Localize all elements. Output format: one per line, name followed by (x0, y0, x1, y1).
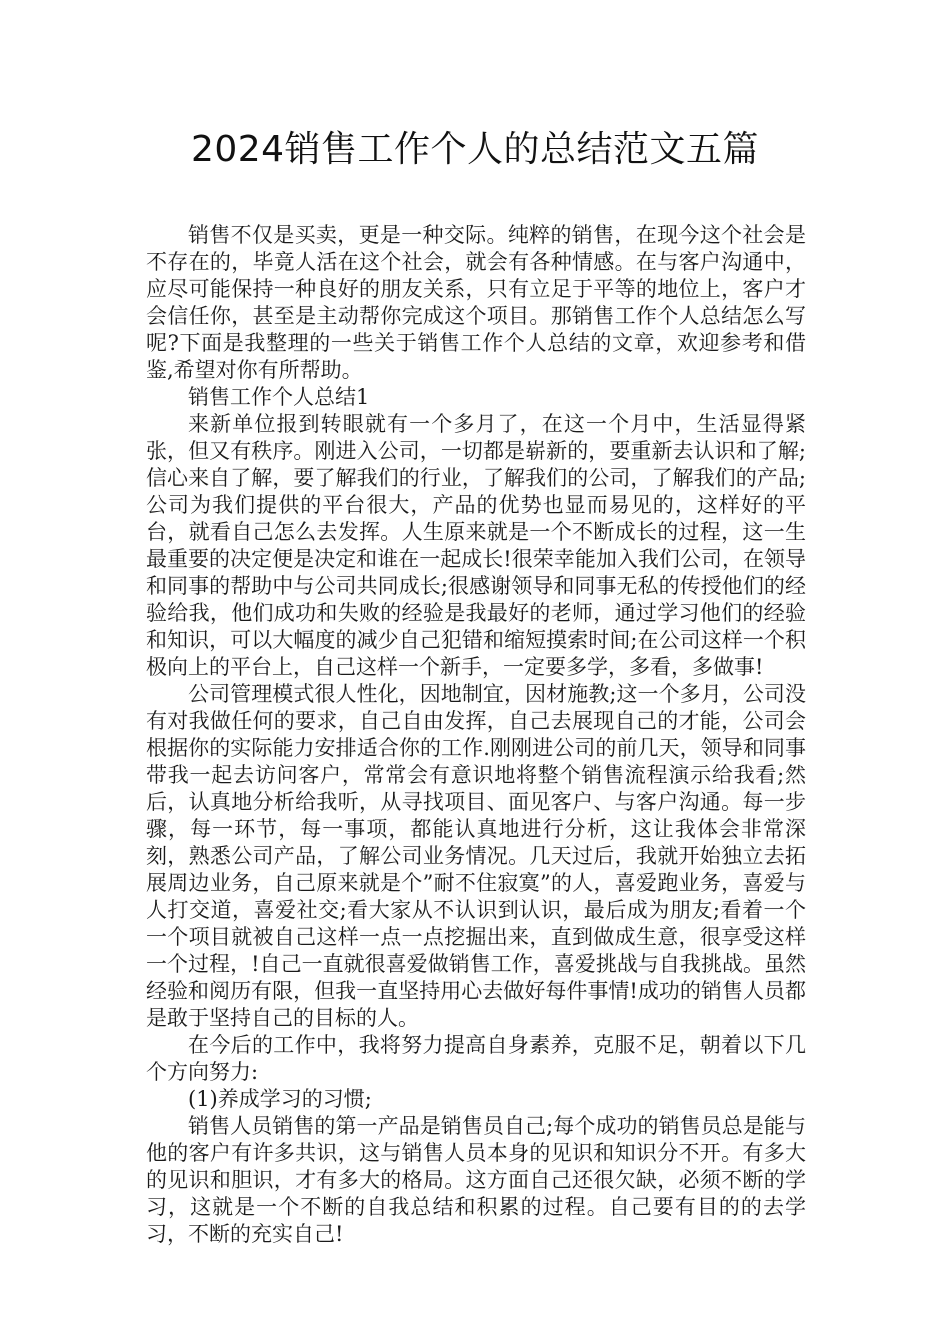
section-heading: 销售工作个人总结1 (188, 385, 370, 409)
document-title: 2024销售工作个人的总结范文五篇 (190, 129, 760, 170)
document-body (146, 222, 806, 1248)
paragraph: 来新单位报到转眼就有一个多月了，在这一个月中，生活显得紧张，但又有秩序。刚进入公司，一切都是崭新的，要重新去认识和了解;信心来自了解，要了解我们的行业，了解我们的公司，了解我们的产品;公司为我们提供的平台很大，产品的优势也显而易见的，这样好的平台，就看自己怎么去发挥。人生原来就是一个不断成长的过程，这一生最重要的决定便是决定和谁在一起成长!很荣幸能加入我们公司，在领导和同事的帮助中与公司共同成长;很感谢领导和同事无私的传授他们的经验给我，他们成功和失败的经验是我最好的老师，通过学习他们的经验和知识，可以大幅度的减少自己犯错和缩短摸索时间;在公司这样一个积极向上的平台上，自己这样一个新手，一定要多学，多看，多做事! (146, 412, 806, 679)
paragraph: 销售人员销售的第一产品是销售员自己;每个成功的销售员总是能与他的客户有许多共识，这与销售人员本身的见识和知识分不开。有多大的见识和胆识，才有多大的格局。这方面自己还很欠缺，必须不断的学习，这就是一个不断的自我总结和积累的过程。自己要有目的的去学习，不断的充实自己! (146, 1114, 806, 1246)
paragraph: 在今后的工作中，我将努力提高自身素养，克服不足，朝着以下几个方向努力: (146, 1033, 806, 1084)
paragraph-intro: 销售不仅是买卖，更是一种交际。纯粹的销售，在现今这个社会是不存在的，毕竟人活在这个社会，就会有各种情感。在与客户沟通中，应尽可能保持一种良好的朋友关系，只有立足于平等的地位上，客户才会信任你，甚至是主动帮你完成这个项目。那销售工作个人总结怎么写呢?下面是我整理的一些关于销售工作个人总结的文章，欢迎参考和借鉴,希望对你有所帮助。 (146, 223, 806, 382)
list-item-heading: (1)养成学习的习惯; (188, 1087, 372, 1111)
paragraph: 公司管理模式很人性化，因地制宜，因材施教;这一个多月，公司没有对我做任何的要求，自己自由发挥，自己去展现自己的才能，公司会根据你的实际能力安排适合你的工作.刚刚进公司的前几天，领导和同事带我一起去访问客户，常常会有意识地将整个销售流程演示给我看;然后，认真地分析给我听，从寻找项目、面见客户、与客户沟通。每一步骤，每一环节，每一事项，都能认真地进行分析，这让我体会非常深刻，熟悉公司产品，了解公司业务情况。几天过后，我就开始独立去拓展周边业务，自己原来就是个”耐不住寂寞”的人，喜爱跑业务，喜爱与人打交道，喜爱社交;看大家从不认识到认识，最后成为朋友;看着一个一个项目就被自己这样一点一点挖掘出来，直到做成生意，很享受这样一个过程，!自己一直就很喜爱做销售工作，喜爱挑战与自我挑战。虽然经验和阅历有限，但我一直坚持用心去做好每件事情!成功的销售人员都是敢于坚持自己的目标的人。 (146, 682, 806, 1030)
